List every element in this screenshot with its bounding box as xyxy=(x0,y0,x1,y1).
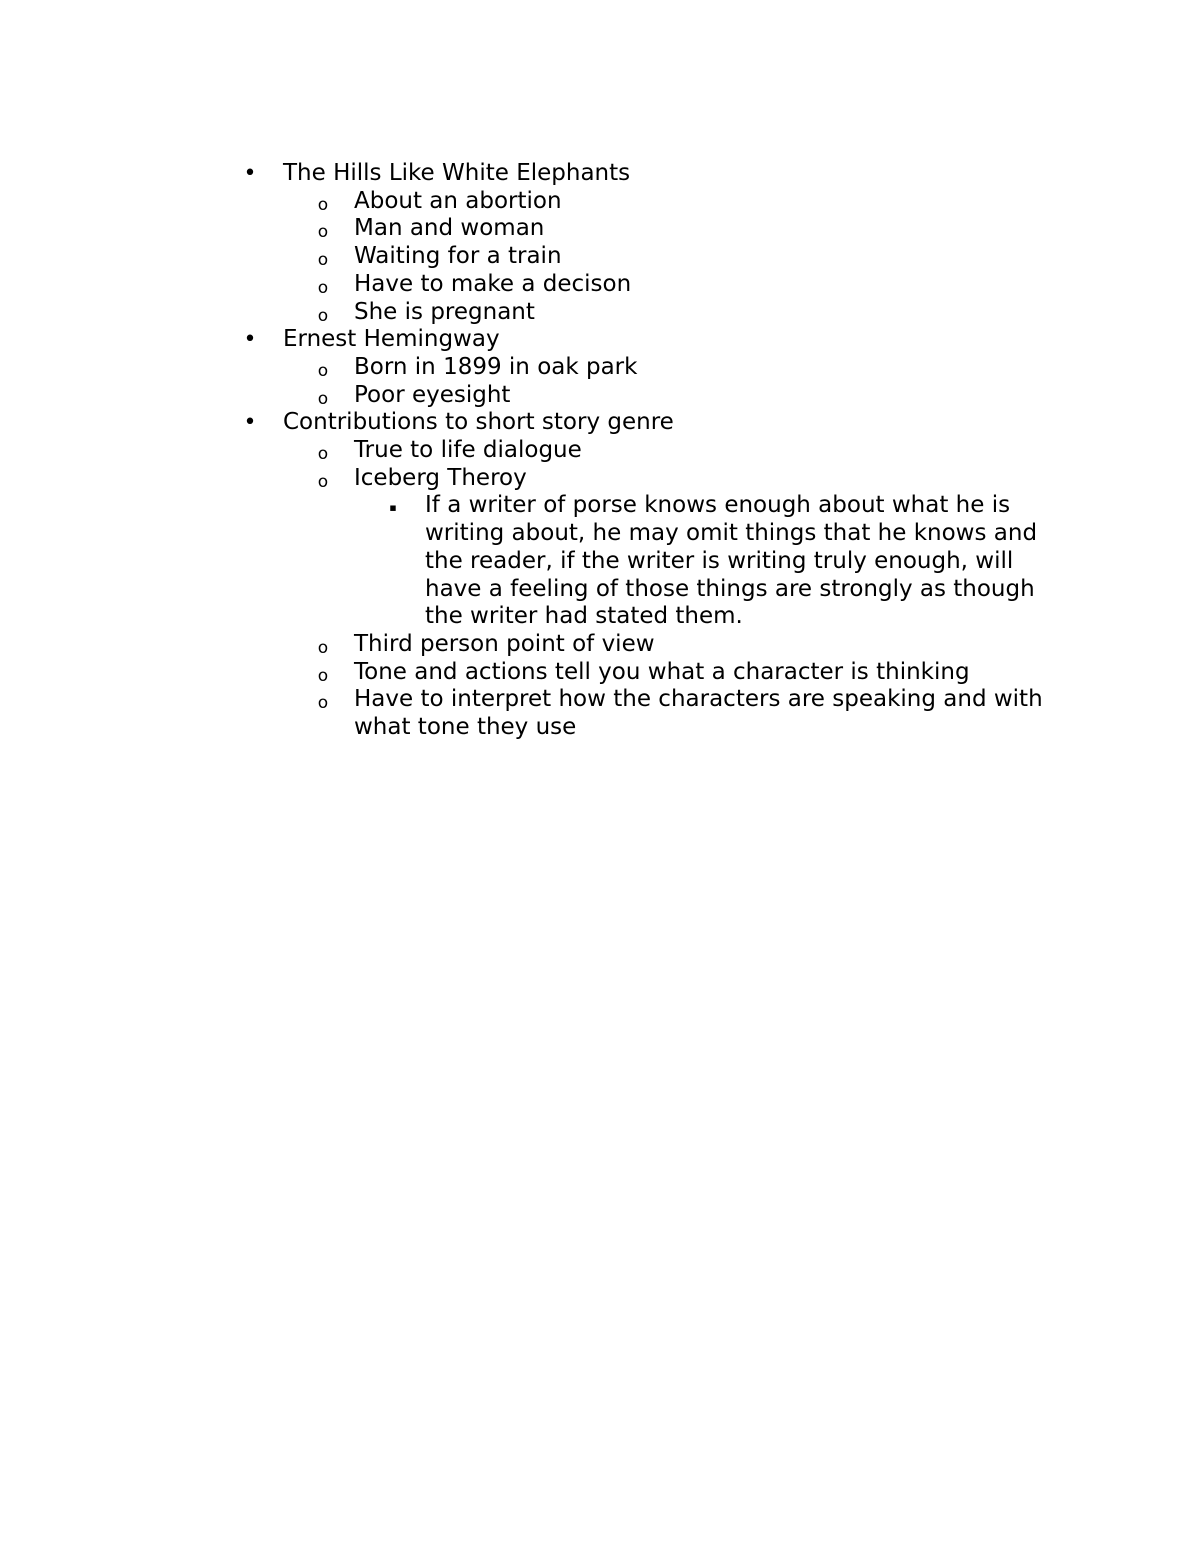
list-item-text: Have to make a decison xyxy=(354,270,632,297)
bullet-circle-icon: o xyxy=(317,471,329,492)
bullet-square-icon: ▪ xyxy=(389,501,397,515)
list-item xyxy=(0,188,1200,216)
list-item-text: About an abortion xyxy=(354,187,562,214)
list-item-text: Tone and actions tell you what a character is thinking xyxy=(354,658,970,685)
list-item xyxy=(0,437,1200,465)
bullet-circle-icon: o xyxy=(317,222,329,243)
bullet-circle-icon: o xyxy=(317,665,329,686)
bullet-circle-icon: o xyxy=(317,305,329,326)
list-item-text: Waiting for a train xyxy=(354,243,562,270)
section-heading xyxy=(0,409,1200,437)
list-item xyxy=(0,271,1200,299)
bullet-circle-icon: o xyxy=(317,693,329,714)
list-item xyxy=(0,659,1200,687)
sub-list-item xyxy=(0,492,1200,631)
section-title: The Hills Like White Elephants xyxy=(283,160,631,186)
list-item xyxy=(0,382,1200,410)
sub-list-item-text: If a writer of porse knows enough about what he is writing about, he may omit things that he knows and the reader, if the writer is writing truly enough, will have a feeling of those things are strongly as though the writer had stated them. xyxy=(425,492,1038,630)
list-item xyxy=(0,354,1200,382)
bullet-circle-icon: o xyxy=(317,637,329,658)
bullet-disc-icon: • xyxy=(243,327,257,353)
list-item xyxy=(0,299,1200,327)
list-item xyxy=(0,686,1200,741)
bullet-circle-icon: o xyxy=(317,388,329,409)
bullet-circle-icon: o xyxy=(317,360,329,381)
list-item xyxy=(0,465,1200,493)
list-item-text: She is pregnant xyxy=(354,298,535,325)
bullet-disc-icon: • xyxy=(243,410,257,436)
list-item xyxy=(0,215,1200,243)
section-heading xyxy=(0,326,1200,354)
bullet-circle-icon: o xyxy=(317,194,329,215)
list-item-text: True to life dialogue xyxy=(354,437,582,464)
list-item xyxy=(0,243,1200,271)
list-item-text: Poor eyesight xyxy=(354,381,511,408)
list-item xyxy=(0,631,1200,659)
list-item-text: Man and woman xyxy=(354,215,545,242)
list-item-text: Have to interpret how the characters are speaking and with what tone they use xyxy=(354,686,1043,741)
section-heading xyxy=(0,160,1200,188)
bullet-circle-icon: o xyxy=(317,277,329,298)
bulleted-outline xyxy=(0,160,1200,742)
list-item-text: Third person point of view xyxy=(354,630,655,657)
bullet-disc-icon: • xyxy=(243,161,257,186)
section-title: Contributions to short story genre xyxy=(283,409,674,436)
bullet-circle-icon: o xyxy=(317,444,329,465)
list-item-text: Iceberg Theroy xyxy=(354,464,527,491)
list-item-text: Born in 1899 in oak park xyxy=(354,353,638,380)
section-title: Ernest Hemingway xyxy=(283,326,500,353)
bullet-circle-icon: o xyxy=(317,250,329,271)
